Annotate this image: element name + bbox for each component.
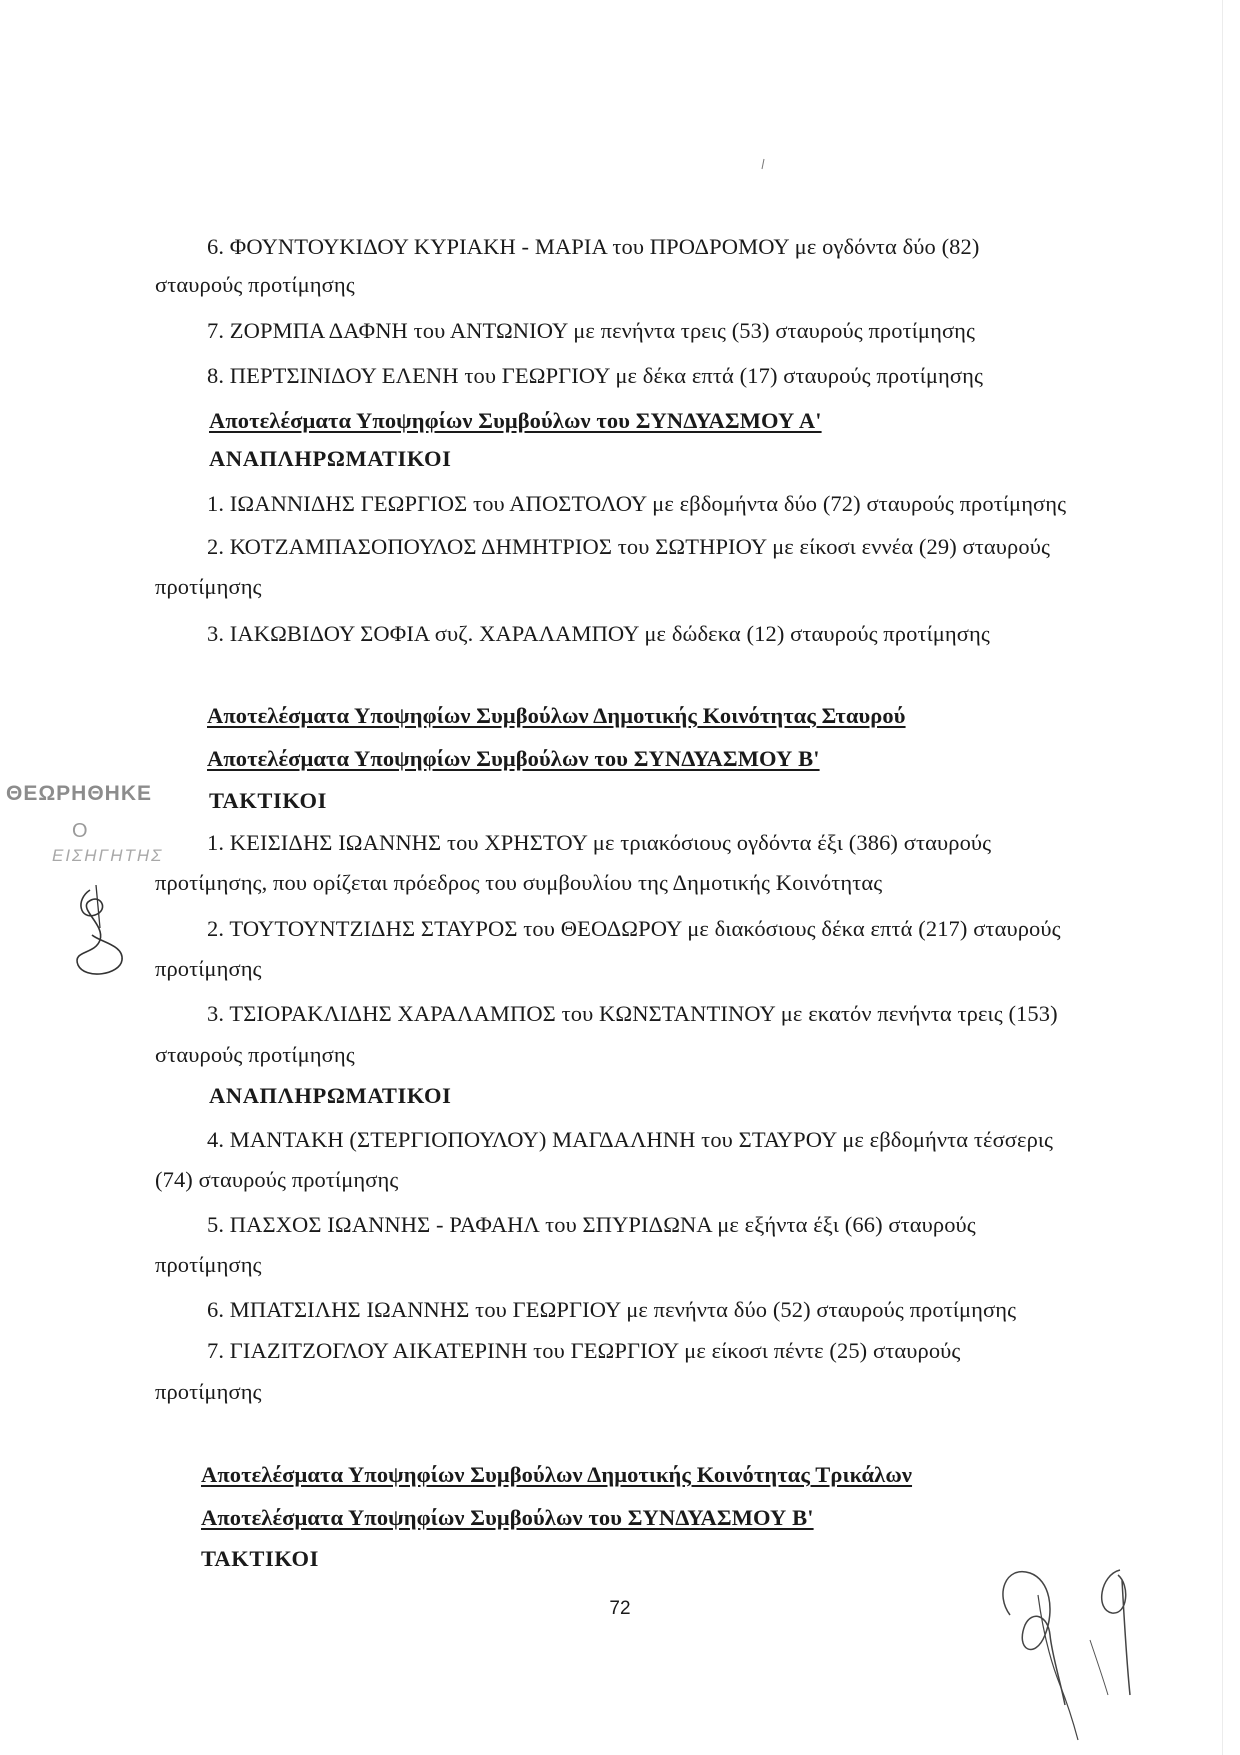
section-heading: Αποτελέσματα Υποψηφίων Συμβούλων Δημοτικής Κοινότητας Σταυρού [207,703,906,728]
section-label: ΤΑΚΤΙΚΟΙ [201,1546,319,1571]
section-heading: Αποτελέσματα Υποψηφίων Συμβούλων Δημοτικής Κοινότητας Τρικάλων [201,1462,913,1487]
list-item-continuation: προτίμησης [155,574,262,599]
list-item-continuation: (74) σταυρούς προτίμησης [155,1167,399,1192]
list-item: 1. ΙΩΑΝΝΙΔΗΣ ΓΕΩΡΓΙΟΣ του ΑΠΟΣΤΟΛΟΥ με εβδομήντα δύο (72) σταυρούς προτίμησης [207,491,1067,516]
list-item: 6. ΦΟΥΝΤΟΥΚΙΔΟΥ ΚΥΡΙΑΚΗ - ΜΑΡΙΑ του ΠΡΟΔΡΟΜΟΥ με ογδόντα δύο (82) [207,234,980,259]
list-item: 1. ΚΕΙΣΙΔΗΣ ΙΩΑΝΝΗΣ του ΧΡΗΣΤΟΥ με τριακόσιους ογδόντα έξι (386) σταυρούς [207,830,992,855]
list-item-continuation: προτίμησης [155,1379,262,1404]
list-item-continuation: σταυρούς προτίμησης [155,272,355,297]
list-item: 8. ΠΕΡΤΣΙΝΙΔΟΥ ΕΛΕΝΗ του ΓΕΩΡΓΙΟΥ με δέκα επτά (17) σταυρούς προτίμησης [207,363,983,388]
scan-edge [1222,0,1223,1755]
list-item: 3. ΤΣΙΟΡΑΚΛΙΔΗΣ ΧΑΡΑΛΑΜΠΟΣ του ΚΩΝΣΤΑΝΤΙΝΟΥ με εκατόν πενήντα τρεις (153) [207,1001,1058,1026]
list-item: 2. ΚΟΤΖΑΜΠΑΣΟΠΟΥΛΟΣ ΔΗΜΗΤΡΙΟΣ του ΣΩΤΗΡΙΟΥ με είκοσι εννέα (29) σταυρούς [207,534,1050,559]
list-item-continuation: προτίμησης [155,956,262,981]
section-label: ΑΝΑΠΛΗΡΩΜΑΤΙΚΟΙ [209,446,452,471]
list-item-continuation: προτίμησης [155,1252,262,1277]
list-item: 6. ΜΠΑΤΣΙΛΗΣ ΙΩΑΝΝΗΣ του ΓΕΩΡΓΙΟΥ με πενήντα δύο (52) σταυρούς προτίμησης [207,1297,1017,1322]
list-item: 7. ΓΙΑΖΙΤΖΟΓΛΟΥ ΑΙΚΑΤΕΡΙΝΗ του ΓΕΩΡΓΙΟΥ με είκοσι πέντε (25) σταυρούς [207,1338,961,1363]
handwritten-initials-stamp [60,880,140,990]
page-number: 72 [609,1598,631,1619]
list-item: 3. ΙΑΚΩΒΙΔΟΥ ΣΟΦΙΑ συζ. ΧΑΡΑΛΑΜΠΟΥ με δώδεκα (12) σταυρούς προτίμησης [207,621,990,646]
section-heading: Αποτελέσματα Υποψηφίων Συμβούλων του ΣΥΝΔΥΑΣΜΟΥ Β' [207,746,820,771]
section-heading: Αποτελέσματα Υποψηφίων Συμβούλων του ΣΥΝΔΥΑΣΜΟΥ Α' [209,408,822,433]
stamp-line: ΕΙΣΗΓΗΤΗΣ [52,846,164,865]
list-item: 2. ΤΟΥΤΟΥΝΤΖΙΔΗΣ ΣΤΑΥΡΟΣ του ΘΕΟΔΩΡΟΥ με διακόσιους δέκα επτά (217) σταυρούς [207,916,1061,941]
section-label: ΑΝΑΠΛΗΡΩΜΑΤΙΚΟΙ [209,1083,452,1108]
section-label: ΤΑΚΤΙΚΟΙ [209,788,327,813]
list-item-continuation: σταυρούς προτίμησης [155,1042,355,1067]
stamp-line: Ο [72,820,88,842]
list-item: 4. ΜΑΝΤΑΚΗ (ΣΤΕΡΓΙΟΠΟΥΛΟΥ) ΜΑΓΔΑΛΗΝΗ του ΣΤΑΥΡΟΥ με εβδομήντα τέσσερις [207,1127,1054,1152]
list-item: 5. ΠΑΣΧΟΣ ΙΩΑΝΝΗΣ - ΡΑΦΑΗΛ του ΣΠΥΡΙΔΩΝΑ με εξήντα έξι (66) σταυρούς [207,1212,976,1237]
handwritten-signature [990,1555,1160,1745]
section-heading: Αποτελέσματα Υποψηφίων Συμβούλων του ΣΥΝΔΥΑΣΜΟΥ Β' [201,1505,814,1530]
stamp-line: ΘΕΩΡΗΘΗΚΕ [6,782,153,805]
list-item-continuation: προτίμησης, που ορίζεται πρόεδρος του συμβουλίου της Δημοτικής Κοινότητας [155,870,883,895]
list-item: 7. ΖΟΡΜΠΑ ΔΑΦΝΗ του ΑΝΤΩΝΙΟΥ με πενήντα τρεις (53) σταυρούς προτίμησης [207,318,976,343]
scan-speck [760,158,766,170]
